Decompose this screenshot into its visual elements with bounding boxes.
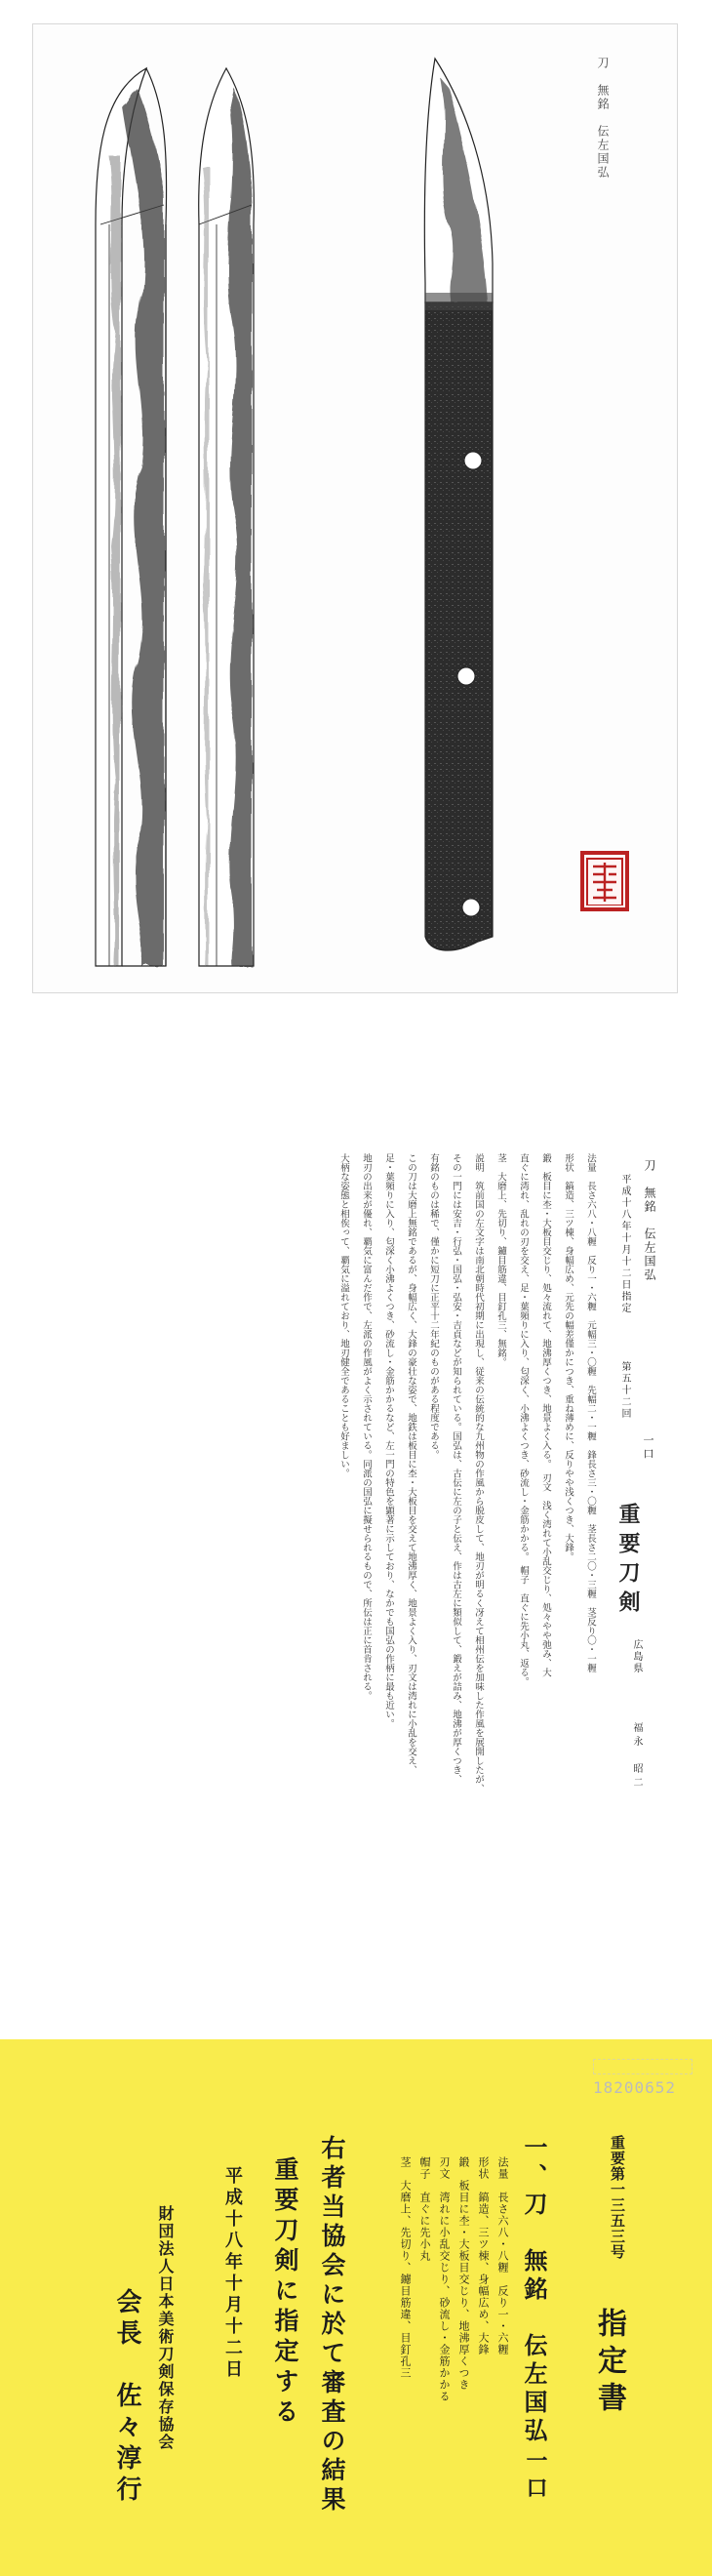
desc-column-2: 形状 鎬造、三ツ棟、身幅広め、元先の幅差僅かにつき、重ね薄めに、反りやや浅くつき、大鋒。: [563, 1153, 574, 1561]
certificate-page: [0, 2039, 712, 2576]
nakago-drawing: [424, 59, 493, 950]
desc-column-10: 足・葉頻りに入り、匂深く小沸よくつき、砂流し・金筋かかるなど、左一門の特色を顕著に示しており、なかでも国弘の作柄に最も近い。: [383, 1153, 394, 1728]
desc-column-3: 鍛 板目に杢・大板目交じり、処々流れて、地沸厚くつき、地景よく入る。 刃文 浅く湾れて小乱交じり、処々やや弛み、大: [540, 1153, 551, 1677]
certificate-date: 平成十八年十月十二日: [222, 2166, 243, 2381]
desc-column-12: 大柄な姿態と相俟って、覇気に溢れており、地刃健全であることも好ましい。: [338, 1153, 349, 1478]
oshigata-page: [0, 0, 712, 1015]
desc-column-4: 直ぐに湾れ、乱れの刃を交え、足・葉頻りに入り、匂深く、小沸よくつき、砂流し・金筋かかる。 帽子 直ぐに先小丸、返る。: [518, 1153, 529, 1687]
mekugi-hole-3: [462, 899, 480, 916]
certificate-details: [395, 2156, 512, 2478]
president-signature: 会長 佐々淳行: [112, 2288, 141, 2507]
detail-line-5: 帽子 直ぐに先小丸: [418, 2156, 431, 2262]
desc-column-6: 説明 筑前国の左文字は南北朝時代初期に出現し、従来の伝統的な九州物の作風から脱皮して、地刃が明るく冴えて相州伝を加味した作風を展開したが、: [473, 1153, 484, 1793]
serial-stamp: 18200652: [593, 2078, 677, 2097]
serial-stamp-frame: [593, 2059, 692, 2074]
detail-line-3: 鍛 板目に杢・大板目交じり、地沸厚くつき: [457, 2156, 470, 2391]
detail-line-1: 法量 長さ六八・八糎 反り一・六糎: [496, 2156, 509, 2355]
hamon-left: [123, 88, 164, 966]
detail-line-2: 形状 鎬造、三ツ棟、身幅広め、大鋒: [477, 2156, 490, 2355]
owner-name: 福永 昭二: [631, 1722, 642, 1791]
mekugi-hole-1: [464, 452, 482, 469]
desc-column-5: 茎 大磨上、先切り、鑢目筋違、目釘孔三、無銘。: [495, 1153, 506, 1367]
detail-line-4: 刃文 湾れに小乱交じり、砂流し・金筋かかる: [438, 2156, 451, 2402]
declaration-line-1: 右者当協会に於て審査の結果: [318, 2135, 346, 2516]
certificate-heading: 指定書: [592, 2308, 626, 2419]
desc-column-9: この刀は大磨上無銘であるが、身幅広く、大鋒の豪壮な姿で、地鉄は板目に杢・大板目を交えて地沸厚く、地景よく入り、刃文は湾れに小乱を交え、: [406, 1153, 416, 1775]
issuing-organization: 財団法人日本美術刀剣保存協会: [156, 2205, 175, 2451]
certificate-number: 重要第一三五三号: [609, 2135, 626, 2260]
session-number: 第五十二回: [619, 1361, 630, 1420]
designation-date: 平成十八年十月十二日指定: [619, 1174, 630, 1314]
count: 一口: [642, 1434, 654, 1462]
seal-pattern-icon: [585, 857, 624, 906]
desc-column-7: その一門には安吉・行弘・国弘・弘安・吉貞などが知られている。国弘は、古伝に左の子と伝え、作は古左に類似して、鍛えが詰み、地沸が厚くつき、: [451, 1153, 461, 1784]
desc-column-8: 有銘のものは稀で、僅かに短刀に正平十二年紀のものがある程度である。: [428, 1153, 439, 1460]
certificate-item: 一、刀 無銘 伝左国弘: [520, 2135, 548, 2446]
certificate-count: 一口: [523, 2449, 548, 2504]
detail-line-6: 茎 大磨上、先切り、鑢目筋違、目釘孔三: [399, 2156, 412, 2379]
desc-column-1: 法量 長さ六八・八糎 反り一・六糎 元幅三・〇糎 先幅二・一糎 鋒長さ三・〇糎 茎長さ二〇・三糎 茎反り〇・一糎: [585, 1153, 596, 1672]
description-body: [170, 1153, 599, 1905]
item-name: 刀 無銘 伝左国弘: [643, 1159, 656, 1282]
red-seal: [580, 851, 629, 911]
oshigata-caption: 刀 無銘 伝左国弘: [596, 57, 610, 180]
mekugi-hole-2: [457, 667, 475, 685]
declaration-line-2: 重要刀剣に指定する: [271, 2156, 299, 2429]
desc-column-11: 地刃の出来が優れ、覇気に富んだ作で、左派の作風がよく示されている。同派の国弘に擬せられるもので、所伝は正に首肯される。: [361, 1153, 372, 1701]
document-title: 重要刀剣: [615, 1503, 641, 1620]
description-page: [0, 1015, 712, 2039]
owner-prefecture: 広島県: [631, 1639, 642, 1674]
